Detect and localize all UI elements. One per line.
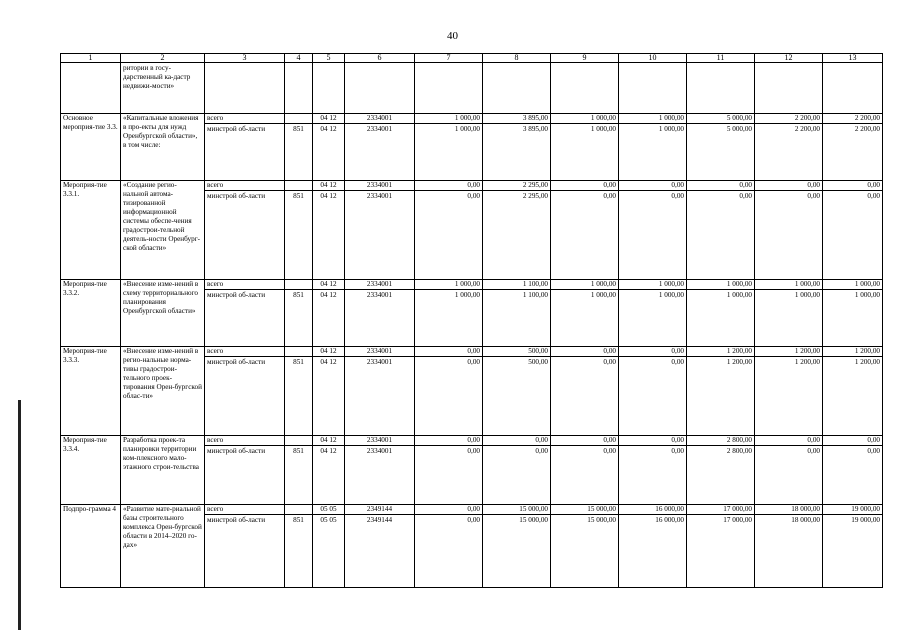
rzpr-code: 04 12 [313,290,345,347]
amount-cell: 1 000,00 [823,280,883,290]
amount-cell: 1 000,00 [551,280,619,290]
scan-edge-mark [18,400,21,630]
amount-cell: 0,00 [755,181,823,191]
amount-cell: 0,00 [415,181,483,191]
amount-cell: 1 000,00 [755,290,823,347]
amount-cell: 1 000,00 [415,290,483,347]
amount-cell: 0,00 [619,436,687,446]
amount-cell: 0,00 [619,446,687,505]
amount-cell: 1 000,00 [415,114,483,124]
amount-cell: 18 000,00 [755,505,823,515]
csr-code: 2349144 [345,505,415,515]
amount-cell: 2 800,00 [687,436,755,446]
amount-cell: 0,00 [619,357,687,436]
cell [205,63,285,114]
amount-cell: 3 895,00 [483,124,551,181]
col-header: 12 [755,54,823,63]
amount-cell: 1 100,00 [483,280,551,290]
executor-total: всего [205,505,285,515]
amount-cell: 2 295,00 [483,191,551,280]
amount-cell: 0,00 [823,191,883,280]
amount-cell: 0,00 [619,347,687,357]
amount-cell: 0,00 [619,191,687,280]
measure-row-total [61,505,883,515]
cell [415,63,483,114]
amount-cell: 1 000,00 [755,280,823,290]
executor-ministry: минстрой об-ласти [205,357,285,436]
amount-cell: 1 000,00 [415,124,483,181]
rzpr-code: 04 12 [313,280,345,290]
amount-cell: 16 000,00 [619,505,687,515]
amount-cell: 2 200,00 [755,114,823,124]
amount-cell: 0,00 [755,191,823,280]
executor-ministry: минстрой об-ласти [205,446,285,505]
cell [483,63,551,114]
amount-cell: 2 200,00 [823,124,883,181]
executor-ministry: минстрой об-ласти [205,290,285,347]
amount-cell: 1 000,00 [619,290,687,347]
amount-cell: 1 200,00 [823,347,883,357]
csr-code: 2334001 [345,280,415,290]
col-header: 7 [415,54,483,63]
col-header: 10 [619,54,687,63]
rzpr-code: 04 12 [313,446,345,505]
grbs-code [285,347,313,357]
amount-cell: 0,00 [755,436,823,446]
amount-cell: 1 000,00 [551,290,619,347]
cell [687,63,755,114]
amount-cell: 18 000,00 [755,515,823,588]
grbs-code: 851 [285,191,313,280]
executor-ministry: минстрой об-ласти [205,124,285,181]
csr-code: 2334001 [345,436,415,446]
csr-code: 2334001 [345,347,415,357]
rzpr-code: 05 05 [313,515,345,588]
measure-row-total [61,436,883,446]
executor-total: всего [205,181,285,191]
amount-cell: 16 000,00 [619,515,687,588]
grbs-code: 851 [285,357,313,436]
col-header: 13 [823,54,883,63]
amount-cell: 17 000,00 [687,505,755,515]
amount-cell: 1 200,00 [755,347,823,357]
cell [285,63,313,114]
measure-row-total [61,181,883,191]
amount-cell: 19 000,00 [823,505,883,515]
col-header: 11 [687,54,755,63]
carry-over-text: ритории в госу-дарственный ка-дастр недвижи-мости» [121,63,205,114]
cell [61,63,121,114]
grbs-code [285,436,313,446]
page-number: 40 [447,30,458,42]
amount-cell: 17 000,00 [687,515,755,588]
amount-cell: 0,00 [619,181,687,191]
amount-cell: 500,00 [483,347,551,357]
rzpr-code: 04 12 [313,436,345,446]
amount-cell: 1 000,00 [619,280,687,290]
col-header: 3 [205,54,285,63]
budget-table [60,53,883,588]
col-header: 8 [483,54,551,63]
amount-cell: 1 000,00 [415,280,483,290]
amount-cell: 19 000,00 [823,515,883,588]
amount-cell: 0,00 [823,446,883,505]
amount-cell: 1 000,00 [823,290,883,347]
amount-cell: 0,00 [483,446,551,505]
grbs-code: 851 [285,515,313,588]
amount-cell: 1 000,00 [619,114,687,124]
amount-cell: 1 200,00 [687,347,755,357]
amount-cell: 1 000,00 [619,124,687,181]
executor-ministry: минстрой об-ласти [205,515,285,588]
csr-code: 2334001 [345,181,415,191]
measure-name: Подпро-грамма 4 [61,505,121,588]
measure-description: «Внесение изме-нений в схему территориального планирования Оренбургской области» [121,280,205,347]
rzpr-code: 04 12 [313,114,345,124]
measure-row-total [61,347,883,357]
executor-total: всего [205,114,285,124]
amount-cell: 0,00 [823,436,883,446]
amount-cell: 15 000,00 [483,515,551,588]
grbs-code [285,280,313,290]
csr-code: 2349144 [345,515,415,588]
amount-cell: 5 000,00 [687,114,755,124]
amount-cell: 0,00 [687,191,755,280]
executor-total: всего [205,347,285,357]
amount-cell: 1 100,00 [483,290,551,347]
header-row [61,54,883,63]
amount-cell: 0,00 [415,515,483,588]
amount-cell: 1 000,00 [551,114,619,124]
grbs-code [285,505,313,515]
amount-cell: 0,00 [823,181,883,191]
amount-cell: 0,00 [415,347,483,357]
carry-over-row [61,63,883,114]
cell [313,63,345,114]
amount-cell: 1 200,00 [755,357,823,436]
cell [619,63,687,114]
rzpr-code: 04 12 [313,191,345,280]
measure-description: «Внесение изме-нений в регио-нальные норма-тивы градострои-тельного проек-тирования Орен-бургской облас-ти» [121,347,205,436]
amount-cell: 0,00 [755,446,823,505]
amount-cell: 0,00 [551,446,619,505]
amount-cell: 15 000,00 [551,505,619,515]
measure-description: «Капитальные вложения в про-екты для нужд Оренбургской области», в том числе: [121,114,205,181]
amount-cell: 1 000,00 [687,280,755,290]
amount-cell: 0,00 [415,357,483,436]
measure-row-total [61,280,883,290]
csr-code: 2334001 [345,191,415,280]
amount-cell: 2 295,00 [483,181,551,191]
grbs-code [285,181,313,191]
amount-cell: 15 000,00 [483,505,551,515]
col-header: 4 [285,54,313,63]
amount-cell: 0,00 [551,357,619,436]
csr-code: 2334001 [345,357,415,436]
amount-cell: 0,00 [415,436,483,446]
measure-row-total [61,114,883,124]
amount-cell: 500,00 [483,357,551,436]
measure-name: Основное мероприя-тие 3.3. [61,114,121,181]
amount-cell: 1 200,00 [687,357,755,436]
executor-total: всего [205,280,285,290]
amount-cell: 1 000,00 [687,290,755,347]
amount-cell: 1 200,00 [823,357,883,436]
amount-cell: 3 895,00 [483,114,551,124]
measure-name: Мероприя-тие 3.3.1. [61,181,121,280]
amount-cell: 0,00 [687,181,755,191]
csr-code: 2334001 [345,124,415,181]
col-header: 6 [345,54,415,63]
col-header: 5 [313,54,345,63]
grbs-code [285,114,313,124]
rzpr-code: 04 12 [313,181,345,191]
col-header: 2 [121,54,205,63]
measure-description: Разработка проек-та планировки территории ком-плексного мало-этажного строи-тельства [121,436,205,505]
amount-cell: 2 200,00 [755,124,823,181]
amount-cell: 15 000,00 [551,515,619,588]
measure-name: Мероприя-тие 3.3.4. [61,436,121,505]
measure-name: Мероприя-тие 3.3.2. [61,280,121,347]
executor-ministry: минстрой об-ласти [205,191,285,280]
amount-cell: 2 800,00 [687,446,755,505]
grbs-code: 851 [285,446,313,505]
amount-cell: 0,00 [415,191,483,280]
csr-code: 2334001 [345,290,415,347]
measure-name: Мероприя-тие 3.3.3. [61,347,121,436]
amount-cell: 0,00 [551,181,619,191]
executor-total: всего [205,436,285,446]
rzpr-code: 05 05 [313,505,345,515]
amount-cell: 1 000,00 [551,124,619,181]
amount-cell: 0,00 [483,436,551,446]
amount-cell: 0,00 [551,347,619,357]
amount-cell: 5 000,00 [687,124,755,181]
rzpr-code: 04 12 [313,124,345,181]
grbs-code: 851 [285,124,313,181]
col-header: 1 [61,54,121,63]
amount-cell: 0,00 [551,436,619,446]
amount-cell: 0,00 [551,191,619,280]
cell [823,63,883,114]
rzpr-code: 04 12 [313,347,345,357]
col-header: 9 [551,54,619,63]
measure-description: «Развитие мате-риальной базы строительного комплекса Орен-бургской области в 2014–2020 го-дах» [121,505,205,588]
amount-cell: 0,00 [415,446,483,505]
csr-code: 2334001 [345,446,415,505]
cell [755,63,823,114]
rzpr-code: 04 12 [313,357,345,436]
amount-cell: 0,00 [415,505,483,515]
amount-cell: 2 200,00 [823,114,883,124]
measure-description: «Создание регио-нальной автома-тизированной информационной системы обеспе-чения градострои-тельной деятель-ности Оренбург-ской области» [121,181,205,280]
csr-code: 2334001 [345,114,415,124]
cell [551,63,619,114]
grbs-code: 851 [285,290,313,347]
cell [345,63,415,114]
